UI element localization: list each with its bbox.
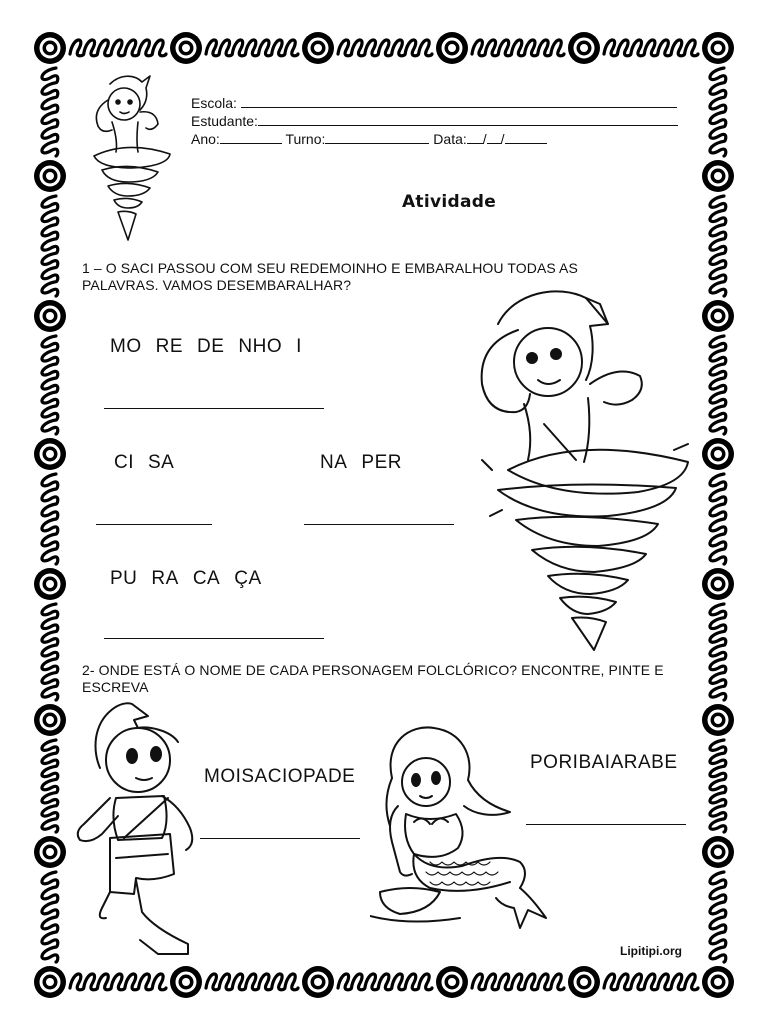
question-1-text: 1 – O SACI PASSOU COM SEU REDEMOINHO E EMBARALHOU TODAS AS PALAVRAS. VAMOS DESEMBARALHAR?: [82, 260, 578, 293]
date-separator: /: [500, 131, 505, 147]
border-curl-segment: [206, 974, 298, 990]
border-ring-ornament: [702, 438, 734, 470]
saci-tornado-large-illustration: [468, 284, 698, 656]
answer-line-word-1[interactable]: [104, 408, 324, 409]
border-curl-segment: [338, 974, 432, 990]
syllable: ÇA: [234, 568, 262, 589]
border-ring-ornament: [170, 966, 202, 998]
border-curl-segment: [42, 604, 58, 700]
border-ring-ornament: [702, 568, 734, 600]
scrambled-word-1: [110, 336, 316, 358]
shift-label: Turno:: [285, 131, 326, 147]
year-input-line[interactable]: [220, 130, 282, 144]
question-2-text: 2- ONDE ESTÁ O NOME DE CADA PERSONAGEM FOLCLÓRICO? ENCONTRE, PINTE E ESCREVA: [82, 662, 664, 695]
border-curl-segment: [710, 68, 726, 156]
answer-line-name-1[interactable]: [200, 838, 360, 839]
syllable: MO: [110, 336, 142, 357]
school-input-line[interactable]: [241, 94, 677, 108]
site-credit: Lipitipi.org: [620, 944, 682, 958]
syllable: DE: [197, 336, 225, 357]
border-ring-ornament: [568, 966, 600, 998]
date-month-line[interactable]: [487, 130, 501, 144]
border-ring-ornament: [34, 704, 66, 736]
border-ring-ornament: [568, 32, 600, 64]
border-curl-segment: [42, 68, 58, 156]
border-curl-segment: [42, 474, 58, 564]
scrambled-name-2: PORIBAIARABE: [530, 752, 678, 773]
border-curl-segment: [604, 974, 698, 990]
border-curl-segment: [710, 740, 726, 832]
border-ring-ornament: [702, 300, 734, 332]
border-ring-ornament: [302, 32, 334, 64]
border-ring-ornament: [34, 160, 66, 192]
border-curl-segment: [472, 974, 564, 990]
answer-line-name-2[interactable]: [526, 824, 686, 825]
syllable: SA: [148, 452, 175, 473]
shift-input-line[interactable]: [325, 130, 429, 144]
scrambled-word-2: [114, 452, 188, 474]
student-field-row: [191, 112, 678, 130]
border-ring-ornament: [702, 966, 734, 998]
year-shift-date-row: [191, 130, 547, 148]
border-ring-ornament: [436, 966, 468, 998]
syllable: NA: [320, 452, 348, 473]
border-ring-ornament: [34, 836, 66, 868]
border-curl-segment: [206, 40, 298, 56]
border-curl-segment: [604, 40, 698, 56]
scrambled-name-1: MOISACIOPADE: [204, 766, 356, 787]
border-ring-ornament: [702, 160, 734, 192]
border-ring-ornament: [170, 32, 202, 64]
saci-character-illustration: [70, 698, 204, 960]
scrambled-word-3: [320, 452, 416, 474]
date-day-line[interactable]: [467, 130, 483, 144]
border-ring-ornament: [34, 32, 66, 64]
border-curl-segment: [42, 872, 58, 962]
answer-line-word-3[interactable]: [304, 524, 454, 525]
syllable: I: [296, 336, 302, 357]
mermaid-character-illustration: [370, 722, 554, 942]
border-curl-segment: [338, 40, 432, 56]
date-separator: /: [482, 131, 487, 147]
syllable: CA: [192, 568, 221, 589]
syllable: CI: [114, 452, 134, 473]
border-curl-segment: [42, 336, 58, 434]
border-curl-segment: [710, 474, 726, 564]
border-ring-ornament: [34, 438, 66, 470]
border-ring-ornament: [702, 836, 734, 868]
student-input-line[interactable]: [258, 112, 678, 126]
border-curl-segment: [710, 336, 726, 434]
school-field-row: [191, 94, 677, 112]
syllable: PER: [361, 452, 402, 473]
answer-line-word-2[interactable]: [96, 524, 212, 525]
date-label: Data:: [433, 131, 467, 147]
border-ring-ornament: [34, 300, 66, 332]
border-ring-ornament: [34, 568, 66, 600]
scrambled-word-4: [110, 568, 276, 590]
border-curl-segment: [42, 740, 58, 832]
answer-line-word-4[interactable]: [104, 638, 324, 639]
border-curl-segment: [70, 974, 166, 990]
border-curl-segment: [710, 604, 726, 700]
border-ring-ornament: [302, 966, 334, 998]
border-curl-segment: [472, 40, 564, 56]
syllable: RE: [155, 336, 184, 357]
date-year-line[interactable]: [505, 130, 547, 144]
syllable: NHO: [238, 336, 283, 357]
border-curl-segment: [70, 40, 166, 56]
syllable: PU: [110, 568, 138, 589]
page-title: Atividade: [401, 192, 497, 212]
student-label: Estudante:: [191, 113, 258, 129]
syllable: RA: [151, 568, 179, 589]
border-ring-ornament: [702, 32, 734, 64]
school-label: Escola:: [191, 95, 237, 111]
border-ring-ornament: [436, 32, 468, 64]
border-ring-ornament: [34, 966, 66, 998]
border-curl-segment: [710, 872, 726, 962]
year-label: Ano:: [191, 131, 220, 147]
border-ring-ornament: [702, 704, 734, 736]
saci-tornado-small-illustration: [72, 70, 182, 250]
